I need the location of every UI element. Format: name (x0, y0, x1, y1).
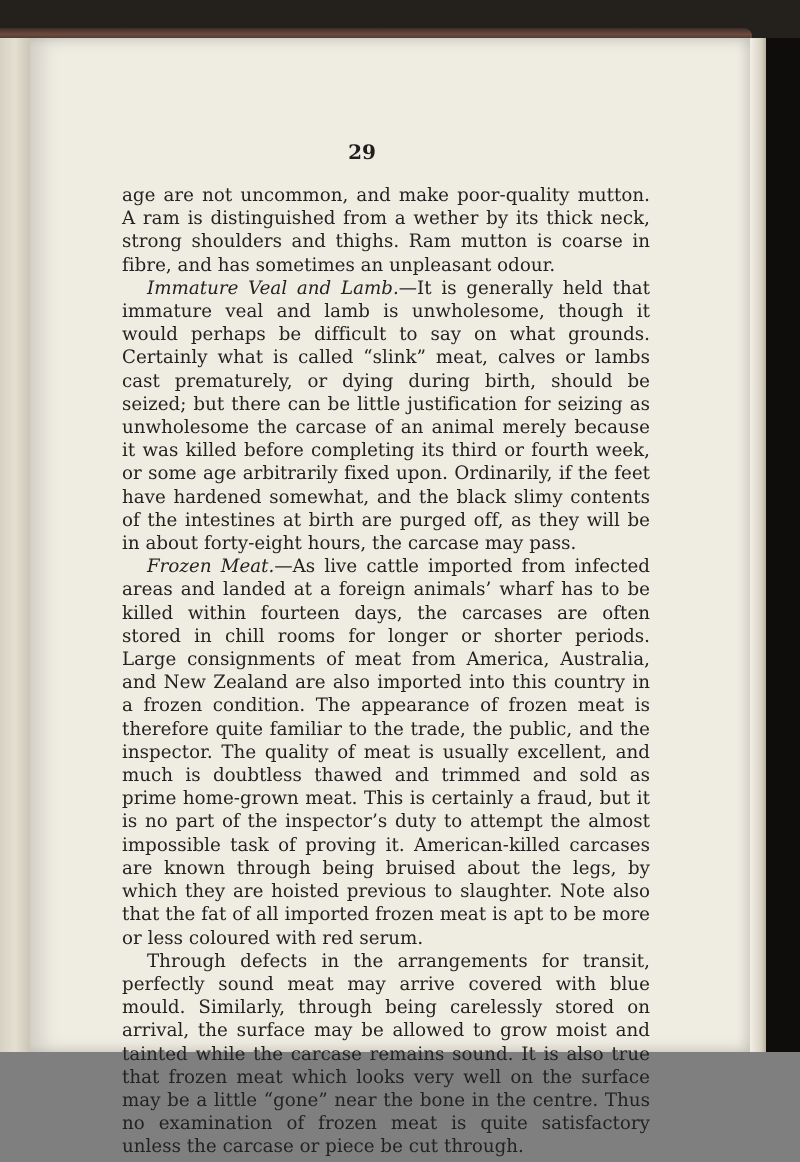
paragraph-text: age are not uncommon, and make poor-quality mutton. A ram is distinguished from a wether by its thick neck, strong shoulders and thighs. Ram mutton is coarse in fibre, and has sometimes an unpleasant odour. (122, 185, 650, 276)
page-text (122, 184, 650, 1159)
paragraph-text: —As live cattle imported from infected areas and landed at a foreign animals’ wharf has to be killed within fourteen days, the carcases are often stored in chill rooms for longer or shorter periods. Large consignments of meat from America, Australia, and New Zealand are also imported into this country in a frozen condition. The appearance of frozen meat is therefore quite familiar to the trade, the public, and the inspector. The quality of meat is usually excellent, and much is doubtless thawed and trimmed and sold as prime home-grown meat. This is certainly a fraud, but it is no part of the inspector’s duty to attempt the almost impossible task of proving it. American-killed carcases are known through being bruised about the legs, by which they are hoisted previous to slaughter. Note also that the fat of all imported frozen meat is apt to be more or less coloured with red serum. (122, 556, 650, 949)
scanner-dark-edge (766, 38, 800, 1052)
paragraph-frozen-meat (122, 555, 650, 949)
page-number: 29 (348, 140, 376, 164)
paragraph-frozen-meat-defects (122, 950, 650, 1159)
section-heading-frozen-meat: Frozen Meat. (147, 556, 275, 578)
book-gutter (0, 38, 30, 1052)
paragraph-text: Through defects in the arrangements for transit, perfectly sound meat may arrive covered with blue mould. Similarly, through being carelessly stored on arrival, the surface may be allowed to grow moist and tainted while the carcase remains sound. It is also true that frozen meat which looks very well on the surface may be a little “gone” near the bone in the centre. Thus no examination of frozen meat is quite satisfactory unless the carcase or piece be cut through. (122, 950, 650, 1158)
paragraph-immature-veal-and-lamb (122, 277, 650, 555)
page-stack-edge (750, 38, 766, 1052)
section-heading-immature-veal-and-lamb: Immature Veal and Lamb. (147, 277, 399, 299)
paragraph-text: —It is generally held that immature veal and lamb is unwholesome, though it would perhaps be difficult to say on what grounds. Certainly what is called “slink” meat, calves or lambs cast prematurely, or dying during birth, should be seized; but there can be little justification for seizing as unwholesome the carcase of an animal merely because it was killed before completing its third or fourth week, or some age arbitrarily fixed upon. Ordinarily, if the feet have hardened somewhat, and the black slimy contents of the intestines at birth are purged off, as they will be in about forty-eight hours, the carcase may pass. (122, 277, 650, 555)
paragraph-ram-mutton (122, 184, 650, 277)
